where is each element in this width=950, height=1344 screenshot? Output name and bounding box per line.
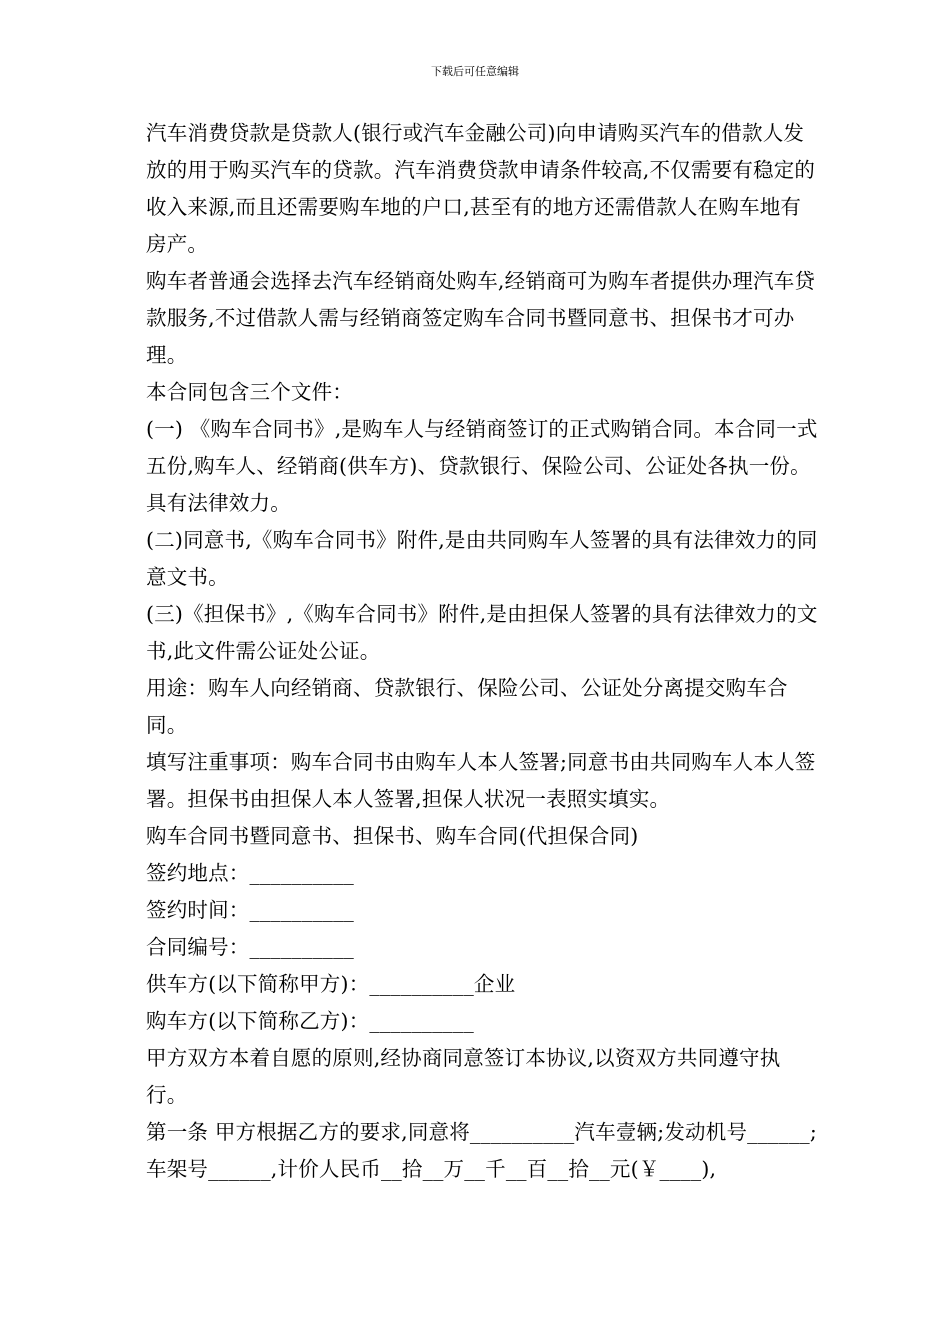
field-party-a: 供车方(以下简称甲方)：__________企业 xyxy=(146,972,516,996)
document-body xyxy=(146,115,818,1188)
paragraph-item-one: (一) 《购车合同书》,是购车人与经销商签订的正式购销合同。本合同一式五份,购车人、经销商(供车方)、贷款银行、保险公司、公证处各执一份。具有法律效力。 xyxy=(146,417,818,515)
paragraph-dealer-purchase: 购车者普通会选择去汽车经销商处购车,经销商可为购车者提供办理汽车贷款服务,不过借款人需与经销商签定购车合同书暨同意书、担保书才可办理。 xyxy=(146,269,816,367)
paragraph-usage: 用途：购车人向经销商、贷款银行、保险公司、公证处分离提交购车合同。 xyxy=(146,676,788,737)
page-header-note: 下载后可任意编辑 xyxy=(431,65,519,78)
paragraph-item-three: (三)《担保书》,《购车合同书》附件,是由担保人签署的具有法律效力的文书,此文件需公证处公证。 xyxy=(146,602,818,663)
paragraph-article-one: 第一条 甲方根据乙方的要求,同意将__________汽车壹辆;发动机号______;车架号______,计价人民币__拾__万__千__百__拾__元(￥____), xyxy=(146,1120,817,1181)
paragraph-item-two: (二)同意书,《购车合同书》附件,是由共同购车人签署的具有法律效力的同意文书。 xyxy=(146,528,818,589)
contract-title: 购车合同书暨同意书、担保书、购车合同(代担保合同) xyxy=(146,824,639,848)
paragraph-intro-loan: 汽车消费贷款是贷款人(银行或汽车金融公司)向申请购买汽车的借款人发放的用于购买汽车的贷款。汽车消费贷款申请条件较高,不仅需要有稳定的收入来源,而且还需要购车地的户口,甚至有的地方还需借款人在购车地有房产。 xyxy=(146,121,816,256)
paragraph-contract-contents: 本合同包含三个文件： xyxy=(146,380,353,404)
field-contract-number: 合同编号：__________ xyxy=(146,935,354,959)
paragraph-agreement-principle: 甲方双方本着自愿的原则,经协商同意签订本协议,以资双方共同遵守执行。 xyxy=(146,1046,781,1107)
field-party-b: 购车方(以下简称乙方)：__________ xyxy=(146,1009,474,1033)
paragraph-filling-notes: 填写注重事项：购车合同书由购车人本人签署;同意书由共同购车人本人签署。担保书由担保人本人签署,担保人状况一表照实填实。 xyxy=(146,750,816,811)
field-signing-place: 签约地点：__________ xyxy=(146,861,354,885)
field-signing-time: 签约时间：__________ xyxy=(146,898,354,922)
